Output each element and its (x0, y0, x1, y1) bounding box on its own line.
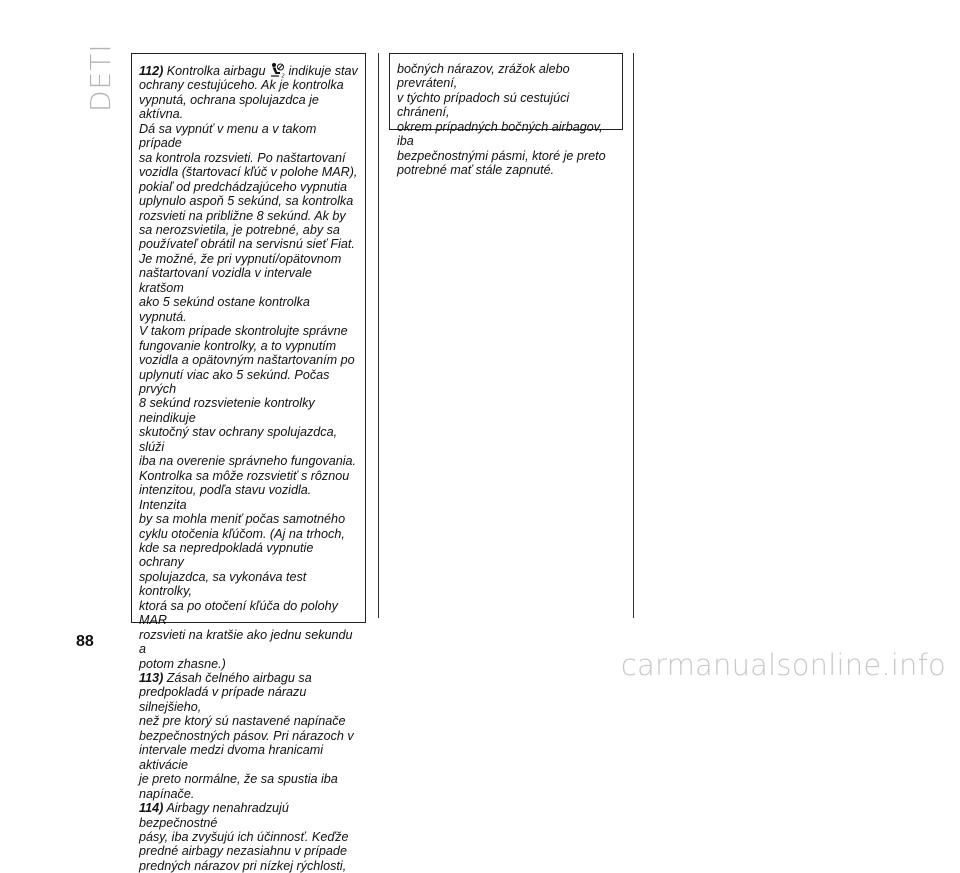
note-text: indikuje stav (288, 64, 358, 78)
text-line (139, 801, 359, 830)
column-divider-left (378, 53, 379, 618)
text-line: fungovanie kontrolky, a to vypnutím (139, 338, 337, 353)
text-line: spolujazdca, sa vykonáva test kontrolky, (139, 569, 307, 599)
text-line: rozsvieti na približne 8 sekúnd. Ak by (139, 208, 346, 223)
text-line: vypnutá, ochrana spolujazdca je aktívna. (139, 92, 319, 122)
text-line: Dá sa vypnúť v menu a v takom prípade (139, 121, 317, 151)
text-line: predpokladá v prípade nárazu silnejšieho, (139, 685, 307, 714)
text-line: cyklu otočenia kľúčom. (Aj na trhoch, (139, 526, 345, 541)
column-divider-right (633, 53, 634, 618)
note-text: Kontrolka airbagu (166, 64, 266, 78)
text-line: V takom prípade skontrolujte správne (139, 324, 348, 339)
text-line: sa nerozsvietila, je potrebné, aby sa (139, 222, 340, 237)
section-title (80, 43, 120, 120)
text-line: sa kontrola rozsvieti. Po naštartovaní (139, 150, 346, 165)
page-number: 88 (76, 633, 94, 650)
text-line: ktorá sa po otočení kľúča do polohy MAR (139, 598, 338, 628)
text-line: intervale medzi dvoma hranicami aktivácie (139, 743, 324, 772)
text-line: vozidla a opätovným naštartovaním po (139, 353, 355, 368)
text-line: kde sa nepredpokladá vypnutie ochrany (139, 540, 314, 570)
text-line: ochrany cestujúceho. Ak je kontrolka (139, 78, 344, 93)
text-line: ako 5 sekúnd ostane kontrolka vypnutá. (139, 295, 310, 324)
text-line: uplynutí viac ako 5 sekúnd. Počas prvých (139, 367, 330, 396)
section-title-text: DETI (84, 43, 117, 112)
text-line: by sa mohla meniť počas samotného (139, 512, 346, 527)
text-line: je preto normálne, že sa spustia iba (139, 772, 338, 787)
text-line: Kontrolka sa môže rozsvietiť s rôznou (139, 468, 350, 483)
text-line: pásy, iba zvyšujú ich účinnosť. Keďže (139, 830, 349, 845)
text-line: používateľ obrátil na servisnú sieť Fiat. (139, 237, 355, 252)
text-line: bezpečnostných pásov. Pri nárazoch v (139, 728, 354, 743)
note-text: Airbagy nenahradzujú bezpečnostné (139, 801, 289, 830)
text-line: uplynulo aspoň 5 sekúnd, sa kontrolka (139, 194, 354, 209)
text-line: potom zhasne.) (139, 656, 226, 671)
text-line: vozidla (štartovací kľúč v polohe MAR), (139, 165, 358, 180)
text-line: rozsvieti na kratšie ako jednu sekundu a (139, 627, 353, 657)
text-line: okrem prípadných bočných airbagov, iba (397, 119, 603, 149)
text-line: Je možné, že pri vypnutí/opätovnom (139, 251, 342, 266)
svg-text:2: 2 (281, 73, 285, 78)
warning-box-left (131, 53, 366, 873)
note-number: 112) (139, 64, 164, 78)
note-text: Zásah čelného airbagu sa (166, 671, 312, 686)
text-line: naštartovaní vozidla v intervale kratšom (139, 266, 312, 295)
text-line: bočných nárazov, zrážok alebo prevrátení, (397, 62, 570, 91)
text-line: iba na overenie správneho fungovania. (139, 454, 357, 469)
airbag-off-icon (269, 62, 285, 78)
text-line (139, 62, 359, 78)
note-number: 114) (139, 801, 164, 816)
text-line: potrebné mať stále zapnuté. (397, 163, 555, 178)
note-number: 113) (139, 671, 164, 686)
text-line: napínače. (139, 786, 195, 801)
text-line: 8 sekúnd rozsvietenie kontrolky neindikuje (139, 396, 315, 425)
text-line: intenzitou, podľa stavu vozidla. Intenzita (139, 483, 312, 512)
text-line: predné airbagy nezasiahnu v prípade (139, 844, 347, 859)
footer-watermark: carmanualsonline.info (620, 648, 946, 682)
text-line: predných nárazov pri nízkej rýchlosti, (139, 858, 347, 873)
text-line: skutočný stav ochrany spolujazdca, slúži (139, 425, 338, 454)
text-line: v týchto prípadoch sú cestujúci chránení, (397, 90, 570, 120)
text-line: bezpečnostnými pásmi, ktoré je preto (397, 148, 606, 163)
warning-box-right (389, 53, 623, 178)
text-line: než pre ktorý sú nastavené napínače (139, 714, 346, 729)
text-line: pokiaľ od predchádzajúceho vypnutia (139, 179, 347, 194)
